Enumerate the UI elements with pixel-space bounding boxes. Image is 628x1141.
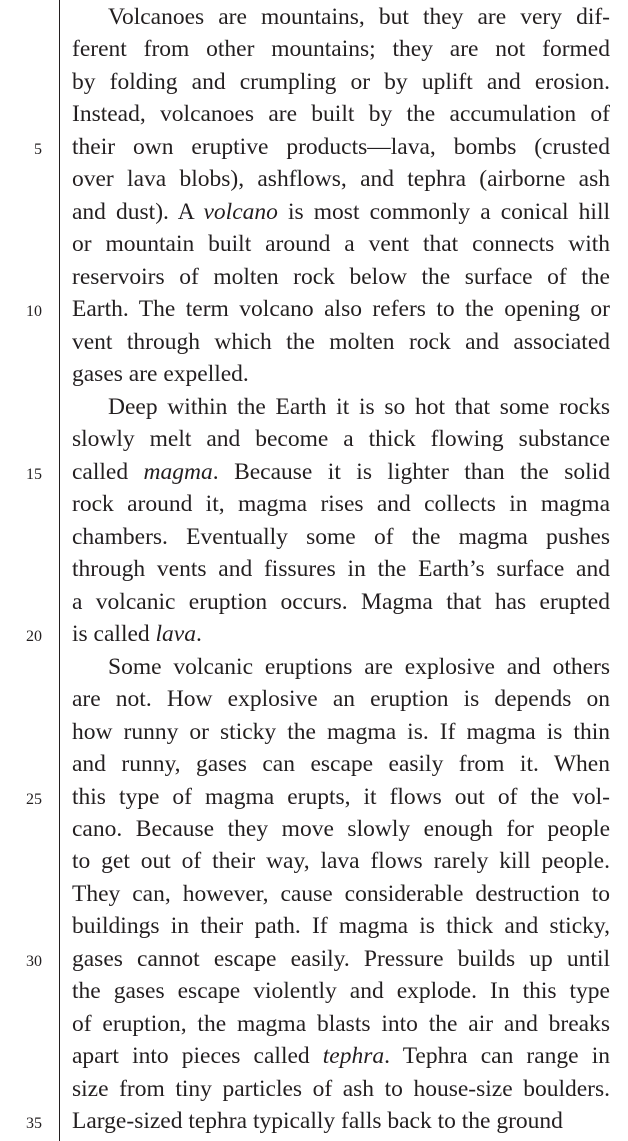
passage-line [72,358,610,390]
line-text: . Tephra can range in [384,1043,610,1070]
line-number: 35 [26,1115,42,1133]
line-number: 15 [26,465,42,483]
passage-line [72,553,610,585]
line-text: vent through which the molten rock and associated [72,328,610,355]
passage-line [72,845,610,877]
line-number: 5 [34,140,42,158]
line-text: gases are expelled. [72,361,249,388]
passage-line [72,521,610,553]
line-text: Large-sized tephra typically falls back to the ground [72,1108,563,1135]
passage-line [108,651,610,683]
line-text: cano. Because they move slowly enough for people [72,816,610,842]
passage-line [72,196,610,228]
passage-line [72,1105,610,1137]
line-text: reservoirs of molten rock below the surface of the [72,263,610,290]
line-text: is most commonly a conical hill [277,198,611,225]
passage-line [108,391,610,423]
line-number: 25 [26,790,42,808]
line-text: the gases escape violently and explode. In this type [72,978,610,1005]
passage-line [72,293,610,325]
line-number: 30 [26,952,42,970]
italic-term: tephra [322,1043,385,1070]
passage-line [72,163,610,195]
line-text: a volcanic eruption occurs. Magma that has erupted [72,588,610,615]
passage-line [72,975,610,1007]
passage-line [72,618,610,650]
line-text: Volcanoes are mountains, but they are very dif- [108,4,610,30]
passage-line [72,228,610,260]
passage-line [72,1040,610,1072]
passage-line [72,781,610,813]
passage-line [72,910,610,942]
line-number: 10 [26,303,42,321]
passage-line [72,488,610,520]
line-text: size from tiny particles of ash to house-size boulders. [72,1075,610,1102]
line-text: over lava blobs), ashflows, and tephra (airborne ash [72,166,610,193]
passage-line [72,748,610,780]
line-text: chambers. Eventually some of the magma pushes [72,523,610,550]
passage-line [72,586,610,618]
line-text: their own eruptive products—lava, bombs (crusted [72,133,610,160]
line-text: Earth. The term volcano also refers to the opening or [72,296,610,323]
line-number: 20 [26,628,42,646]
passage-line [72,1073,610,1105]
passage-line [72,878,610,910]
line-text: apart into pieces called [72,1043,323,1070]
line-text: . [196,621,202,648]
line-text: slowly melt and become a thick flowing substance [72,426,610,453]
line-text: They can, however, cause considerable destruction to [72,880,610,907]
passage-line [72,98,610,130]
line-text: Some volcanic eruptions are explosive and others [108,653,610,680]
italic-term: lava [155,621,196,648]
passage-line [72,456,610,488]
line-text: and dust). A [72,198,204,225]
passage-line [72,683,610,715]
line-text: called [72,458,144,485]
line-text: by folding and crumpling or by uplift and erosion. [72,68,610,95]
line-text: to get out of their way, lava flows rarely kill people. [72,848,610,875]
line-text: ferent from other mountains; they are not formed [72,36,610,63]
line-text: Deep within the Earth it is so hot that some rocks [108,393,610,420]
line-text: is called [72,621,156,648]
line-text: buildings in their path. If magma is thick and sticky, [72,913,610,940]
passage-line [72,716,610,748]
line-text: . Because it is lighter than the solid [212,458,610,485]
line-text: through vents and fissures in the Earth’s surface and [72,556,610,583]
passage-line [72,33,610,65]
line-text: how runny or sticky the magma is. If magma is thin [72,718,610,745]
line-text: rock around it, magma rises and collects in magma [72,491,610,518]
line-text: gases cannot escape easily. Pressure builds up until [72,945,610,972]
line-text: and runny, gases can escape easily from it. When [72,751,610,778]
line-text: Instead, volcanoes are built by the accumulation of [72,101,610,128]
passage-line [72,943,610,975]
passage-line [72,326,610,358]
passage-line [72,1008,610,1040]
passage-line [72,131,610,163]
passage-line [108,1,610,33]
line-number-rule [59,0,60,1141]
passage-line [72,66,610,98]
passage-line [72,261,610,293]
line-text: or mountain built around a vent that connects with [72,231,610,258]
italic-term: magma [143,458,213,485]
line-text: of eruption, the magma blasts into the air and breaks [72,1010,610,1037]
italic-term: volcano [203,198,278,225]
passage-line [72,813,610,845]
passage-line [72,423,610,455]
line-text: are not. How explosive an eruption is depends on [72,686,610,713]
line-text: this type of magma erupts, it flows out of the vol- [72,783,610,810]
